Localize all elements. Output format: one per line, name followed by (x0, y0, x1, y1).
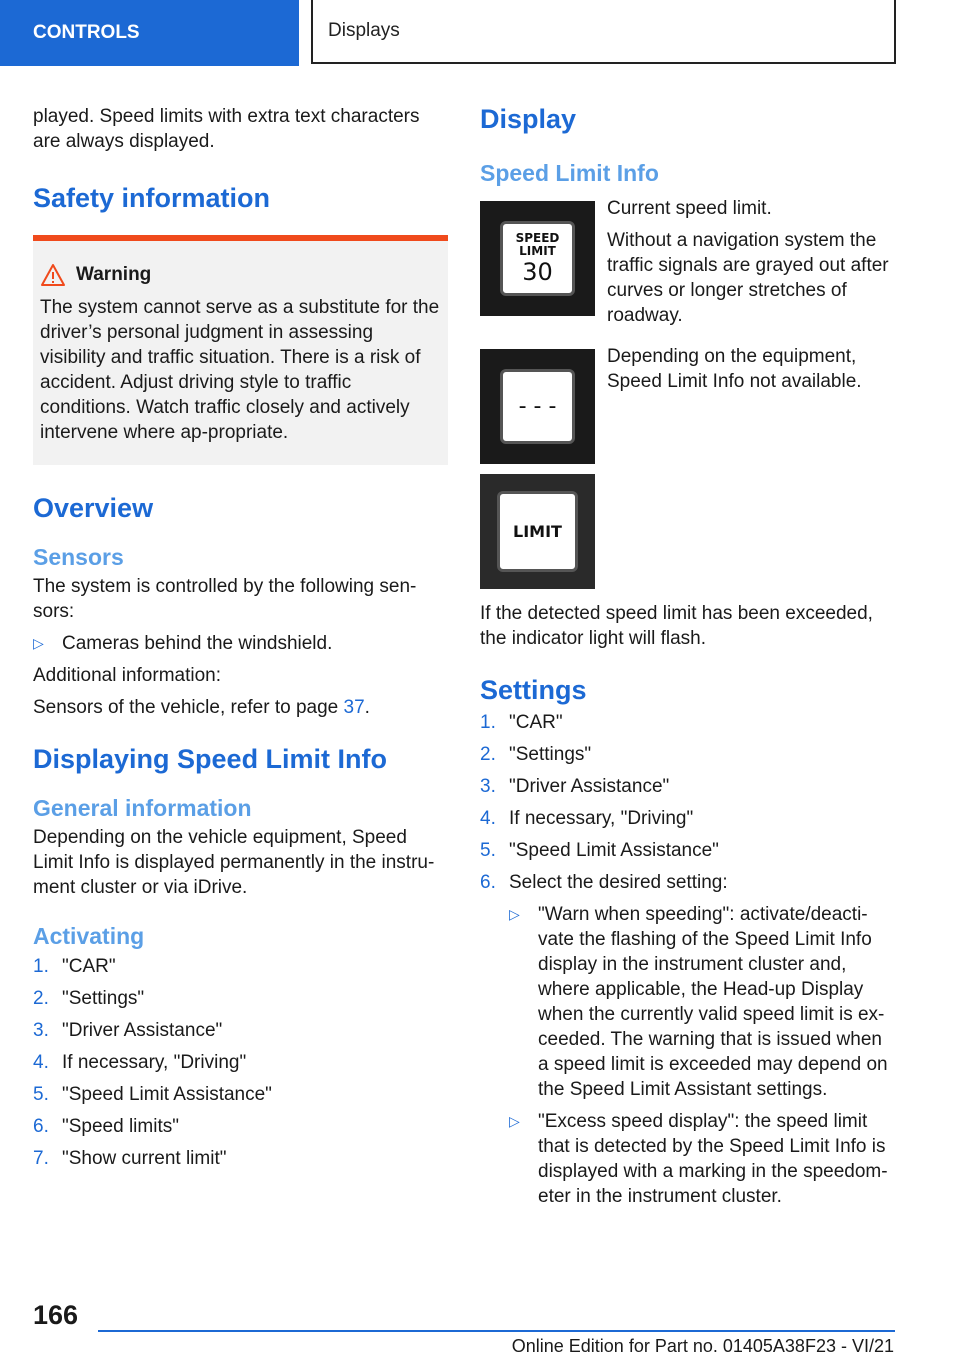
list-item (480, 742, 895, 767)
step-text: If necessary, "Driving" (509, 808, 694, 829)
triangle-right-icon: ▷ (33, 635, 44, 651)
sign-dashes: - - - (518, 394, 557, 419)
step-text: "CAR" (62, 956, 116, 977)
limit-indicator-icon (480, 474, 595, 589)
speed-limit-sign (500, 221, 575, 296)
step-number: 3. (33, 1020, 49, 1041)
sign-limit: LIMIT (513, 522, 562, 541)
list-item (480, 774, 895, 799)
sign-line2: LIMIT (519, 243, 556, 258)
exceeded-text: If the detected speed limit has been exceeded, the indicator light will flash. (480, 603, 873, 649)
step-number: 6. (480, 872, 496, 893)
step-text: "Driver Assistance" (62, 1020, 223, 1041)
refer-suffix: . (364, 697, 370, 718)
step-text: "Speed limits" (62, 1116, 179, 1137)
step-text: "Settings" (62, 988, 145, 1009)
list-item (33, 1018, 448, 1043)
step-number: 6. (33, 1116, 49, 1137)
list-item (480, 838, 895, 863)
limit-sign (497, 491, 578, 572)
list-item (33, 631, 448, 656)
step-text: "Driver Assistance" (509, 776, 670, 797)
step-number: 7. (33, 1148, 49, 1169)
safety-heading: Safety information (33, 183, 271, 213)
step-number: 1. (480, 712, 496, 733)
warning-text: The system cannot serve as a substitute for the driver’s personal judgment in assessing visibility and traffic situation. There is a risk of accident. Adjust driving style to traffic conditions. Watch traffic closely and actively intervene where ap-propriate. (40, 297, 440, 443)
list-item (33, 954, 448, 979)
step-number: 5. (480, 840, 496, 861)
list-item (509, 1109, 895, 1209)
not-available-text: Depending on the equipment, Speed Limit Info not available. (607, 346, 862, 392)
page-header (0, 0, 960, 66)
right-column (480, 100, 895, 1216)
warning-box (33, 235, 448, 465)
chapter-tab: Displays (311, 0, 896, 64)
refer-text (33, 695, 448, 720)
bullet-text: "Warn when speeding": activate/deacti-vate the flashing of the Speed Limit Info display in the instrument cluster and, where applicable, the Head-up Display when the currently valid speed limit is ex-ceeded. The warning that is issued when a speed limit is exceeded may depend on the Speed Limit Assistant settings. (538, 904, 888, 1100)
footer-divider (98, 1330, 895, 1332)
bullet-text: Cameras behind the windshield. (62, 633, 333, 654)
left-column (33, 100, 448, 1178)
display-heading: Display (480, 104, 577, 134)
speed-limit-unavailable-icon (480, 349, 595, 464)
list-item (33, 1146, 448, 1171)
step-text: "Show current limit" (62, 1148, 227, 1169)
bullet-text: "Excess speed display": the speed limit that is detected by the Speed Limit Info is displayed with a marking in the speedom-eter in the instrument cluster. (538, 1111, 888, 1207)
list-item (480, 710, 895, 735)
activating-heading: Activating (33, 923, 145, 949)
settings-sublist (480, 902, 895, 1209)
triangle-right-icon: ▷ (509, 1113, 520, 1129)
step-text: "Speed Limit Assistance" (62, 1084, 272, 1105)
current-limit-text: Current speed limit. (607, 198, 772, 219)
page-link[interactable]: 37 (343, 697, 365, 718)
section-tab: CONTROLS (0, 0, 299, 66)
page-number: 166 (33, 1300, 79, 1330)
step-number: 2. (480, 744, 496, 765)
not-available-row (480, 346, 895, 464)
sensors-text: The system is controlled by the following sen-sors: (33, 576, 417, 622)
activating-list (33, 954, 448, 1171)
triangle-right-icon: ▷ (509, 906, 520, 922)
overview-heading: Overview (33, 493, 154, 523)
additional-info: Additional information: (33, 665, 221, 686)
step-text: "Settings" (509, 744, 592, 765)
step-number: 4. (480, 808, 496, 829)
sign-value: 30 (522, 257, 553, 286)
step-text: "CAR" (509, 712, 563, 733)
list-item (33, 1050, 448, 1075)
step-number: 3. (480, 776, 496, 797)
step-number: 5. (33, 1084, 49, 1105)
step-number: 2. (33, 988, 49, 1009)
list-item (33, 986, 448, 1011)
list-item (33, 1082, 448, 1107)
sensors-heading: Sensors (33, 544, 124, 570)
step-number: 4. (33, 1052, 49, 1073)
step-number: 1. (33, 956, 49, 977)
speed-limit-row (480, 198, 895, 328)
settings-heading: Settings (480, 675, 587, 705)
speed-limit-description (607, 198, 895, 328)
step-text: Select the desired setting: (509, 872, 728, 893)
refer-prefix: Sensors of the vehicle, refer to page (33, 697, 344, 718)
warning-triangle-icon (40, 263, 66, 287)
unavailable-sign (500, 369, 575, 444)
list-item (33, 1114, 448, 1139)
step-text: If necessary, "Driving" (62, 1052, 247, 1073)
list-item (480, 870, 895, 895)
list-item (480, 806, 895, 831)
sli-heading: Speed Limit Info (480, 160, 659, 186)
displaying-heading: Displaying Speed Limit Info (33, 744, 388, 774)
general-heading: General information (33, 795, 252, 821)
intro-text: played. Speed limits with extra text characters are always displayed. (33, 106, 420, 152)
speed-limit-30-icon (480, 201, 595, 316)
settings-list (480, 710, 895, 1209)
warning-label: Warning (76, 264, 152, 285)
warning-header (40, 263, 441, 287)
without-nav-text: Without a navigation system the traffic signals are grayed out after curves or longer stretches of roadway. (607, 230, 889, 326)
step-text: "Speed Limit Assistance" (509, 840, 719, 861)
general-text: Depending on the vehicle equipment, Speed Limit Info is displayed permanently in the instru-ment cluster or via iDrive. (33, 827, 435, 898)
edition-text: Online Edition for Part no. 01405A38F23 - VI/21 (511, 1336, 894, 1356)
sign-line1: SPEED (515, 230, 560, 245)
list-item (509, 902, 895, 1102)
